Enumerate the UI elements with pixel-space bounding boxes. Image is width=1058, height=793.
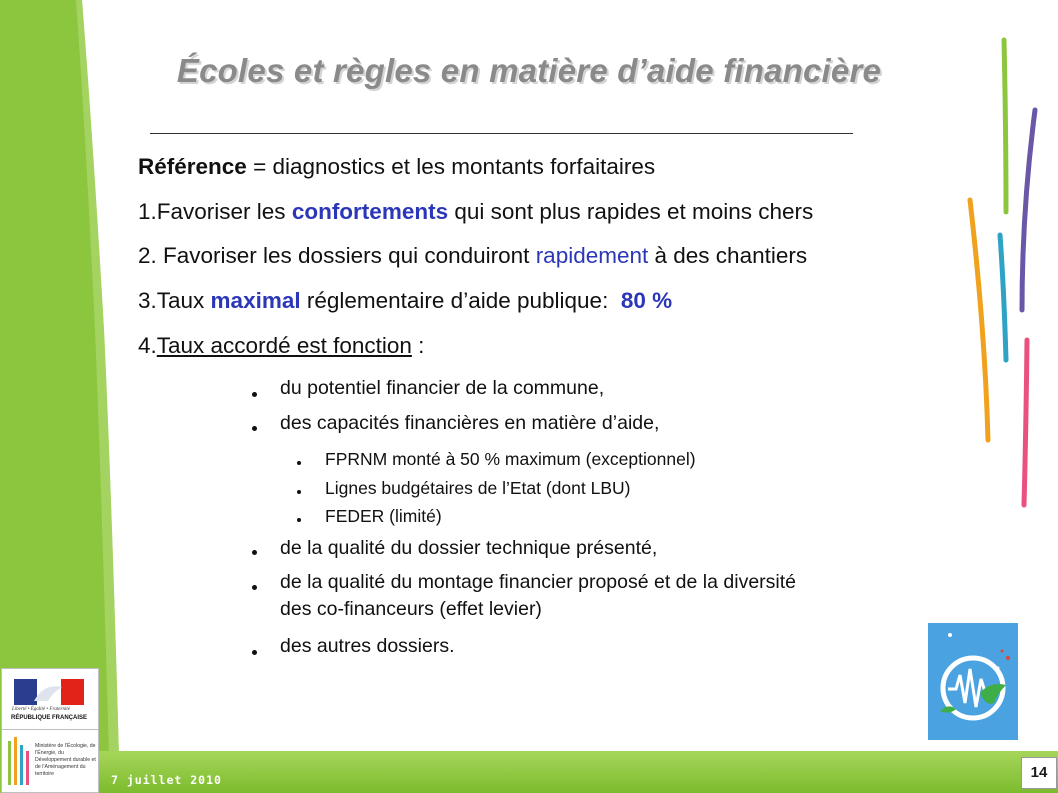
item-2-text-end: à des chantiers xyxy=(648,243,808,268)
item-3-emphasis: maximal xyxy=(210,288,301,313)
item-3-text: 3.Taux xyxy=(138,288,211,313)
item-3-value: 80 % xyxy=(620,288,673,313)
item-4-underlined: Taux accordé est fonction xyxy=(156,333,412,358)
slide-title: Écoles et règles en matière d’aide financière xyxy=(176,52,882,89)
item-4 xyxy=(138,333,424,359)
title-rule-right xyxy=(502,133,853,134)
republique-francaise-logo xyxy=(1,668,99,793)
item-4-number: 4. xyxy=(138,333,157,358)
bullet-dot xyxy=(252,550,257,555)
republic-text: RÉPUBLIQUE FRANÇAISE xyxy=(11,715,88,721)
bullet-item-continuation: des co-financeurs (effet levier) xyxy=(280,598,542,620)
sub-bullet-item: FEDER (limité) xyxy=(325,506,442,526)
bullet-item: des autres dossiers. xyxy=(280,635,455,657)
bullet-dot xyxy=(252,585,257,590)
footer-bar xyxy=(98,751,1058,793)
footer-date: 7 juillet 2010 xyxy=(111,773,222,787)
sub-bullet-dot xyxy=(297,490,301,494)
sub-bullet-item: FPRNM monté à 50 % maximum (exceptionnel) xyxy=(325,449,696,469)
bullet-dot xyxy=(252,392,257,397)
item-1-text: 1.Favoriser les xyxy=(138,199,292,224)
bullet-item: de la qualité du dossier technique présenté, xyxy=(280,537,658,559)
item-2 xyxy=(138,243,807,269)
item-3-text-mid: réglementaire d’aide publique: xyxy=(300,288,621,313)
decorative-strokes xyxy=(960,30,1040,560)
bullet-item: de la qualité du montage financier proposé et de la diversité xyxy=(280,571,796,593)
bullet-dot xyxy=(252,426,257,431)
sub-bullet-dot xyxy=(297,518,301,522)
sub-bullet-item: Lignes budgétaires de l’Etat (dont LBU) xyxy=(325,478,631,498)
ministry-text: Ministère de l’Écologie, de l’Énergie, du Développement durable et de l’Aménagement du territoire xyxy=(35,743,96,777)
bullet-item: des capacités financières en matière d’aide, xyxy=(280,412,660,434)
motto-text: Liberté • Égalité • Fraternité xyxy=(12,707,70,712)
title-rule-left xyxy=(150,133,502,134)
item-4-text-end: : xyxy=(411,333,425,358)
item-1-text-end: qui sont plus rapides et moins chers xyxy=(448,199,814,224)
reference-text: = diagnostics et les montants forfaitaires xyxy=(246,154,656,179)
item-3 xyxy=(138,288,672,314)
sub-bullet-dot xyxy=(297,461,301,465)
page-number: 14 xyxy=(1021,757,1057,789)
item-2-emphasis: rapidement xyxy=(535,243,649,268)
marianne-logo-icon xyxy=(14,679,84,705)
bullet-dot xyxy=(252,650,257,655)
item-1-emphasis: confortements xyxy=(291,199,449,224)
ministry-stripes-icon xyxy=(6,737,30,787)
item-1 xyxy=(138,199,813,225)
bullet-item: du potentiel financier de la commune, xyxy=(280,377,605,399)
logo-divider xyxy=(2,729,98,730)
seismic-emblem-image xyxy=(928,623,1018,740)
reference-line xyxy=(138,154,655,180)
reference-label: Référence xyxy=(138,154,247,179)
item-2-text: 2. Favoriser les dossiers qui conduiront xyxy=(138,243,536,268)
